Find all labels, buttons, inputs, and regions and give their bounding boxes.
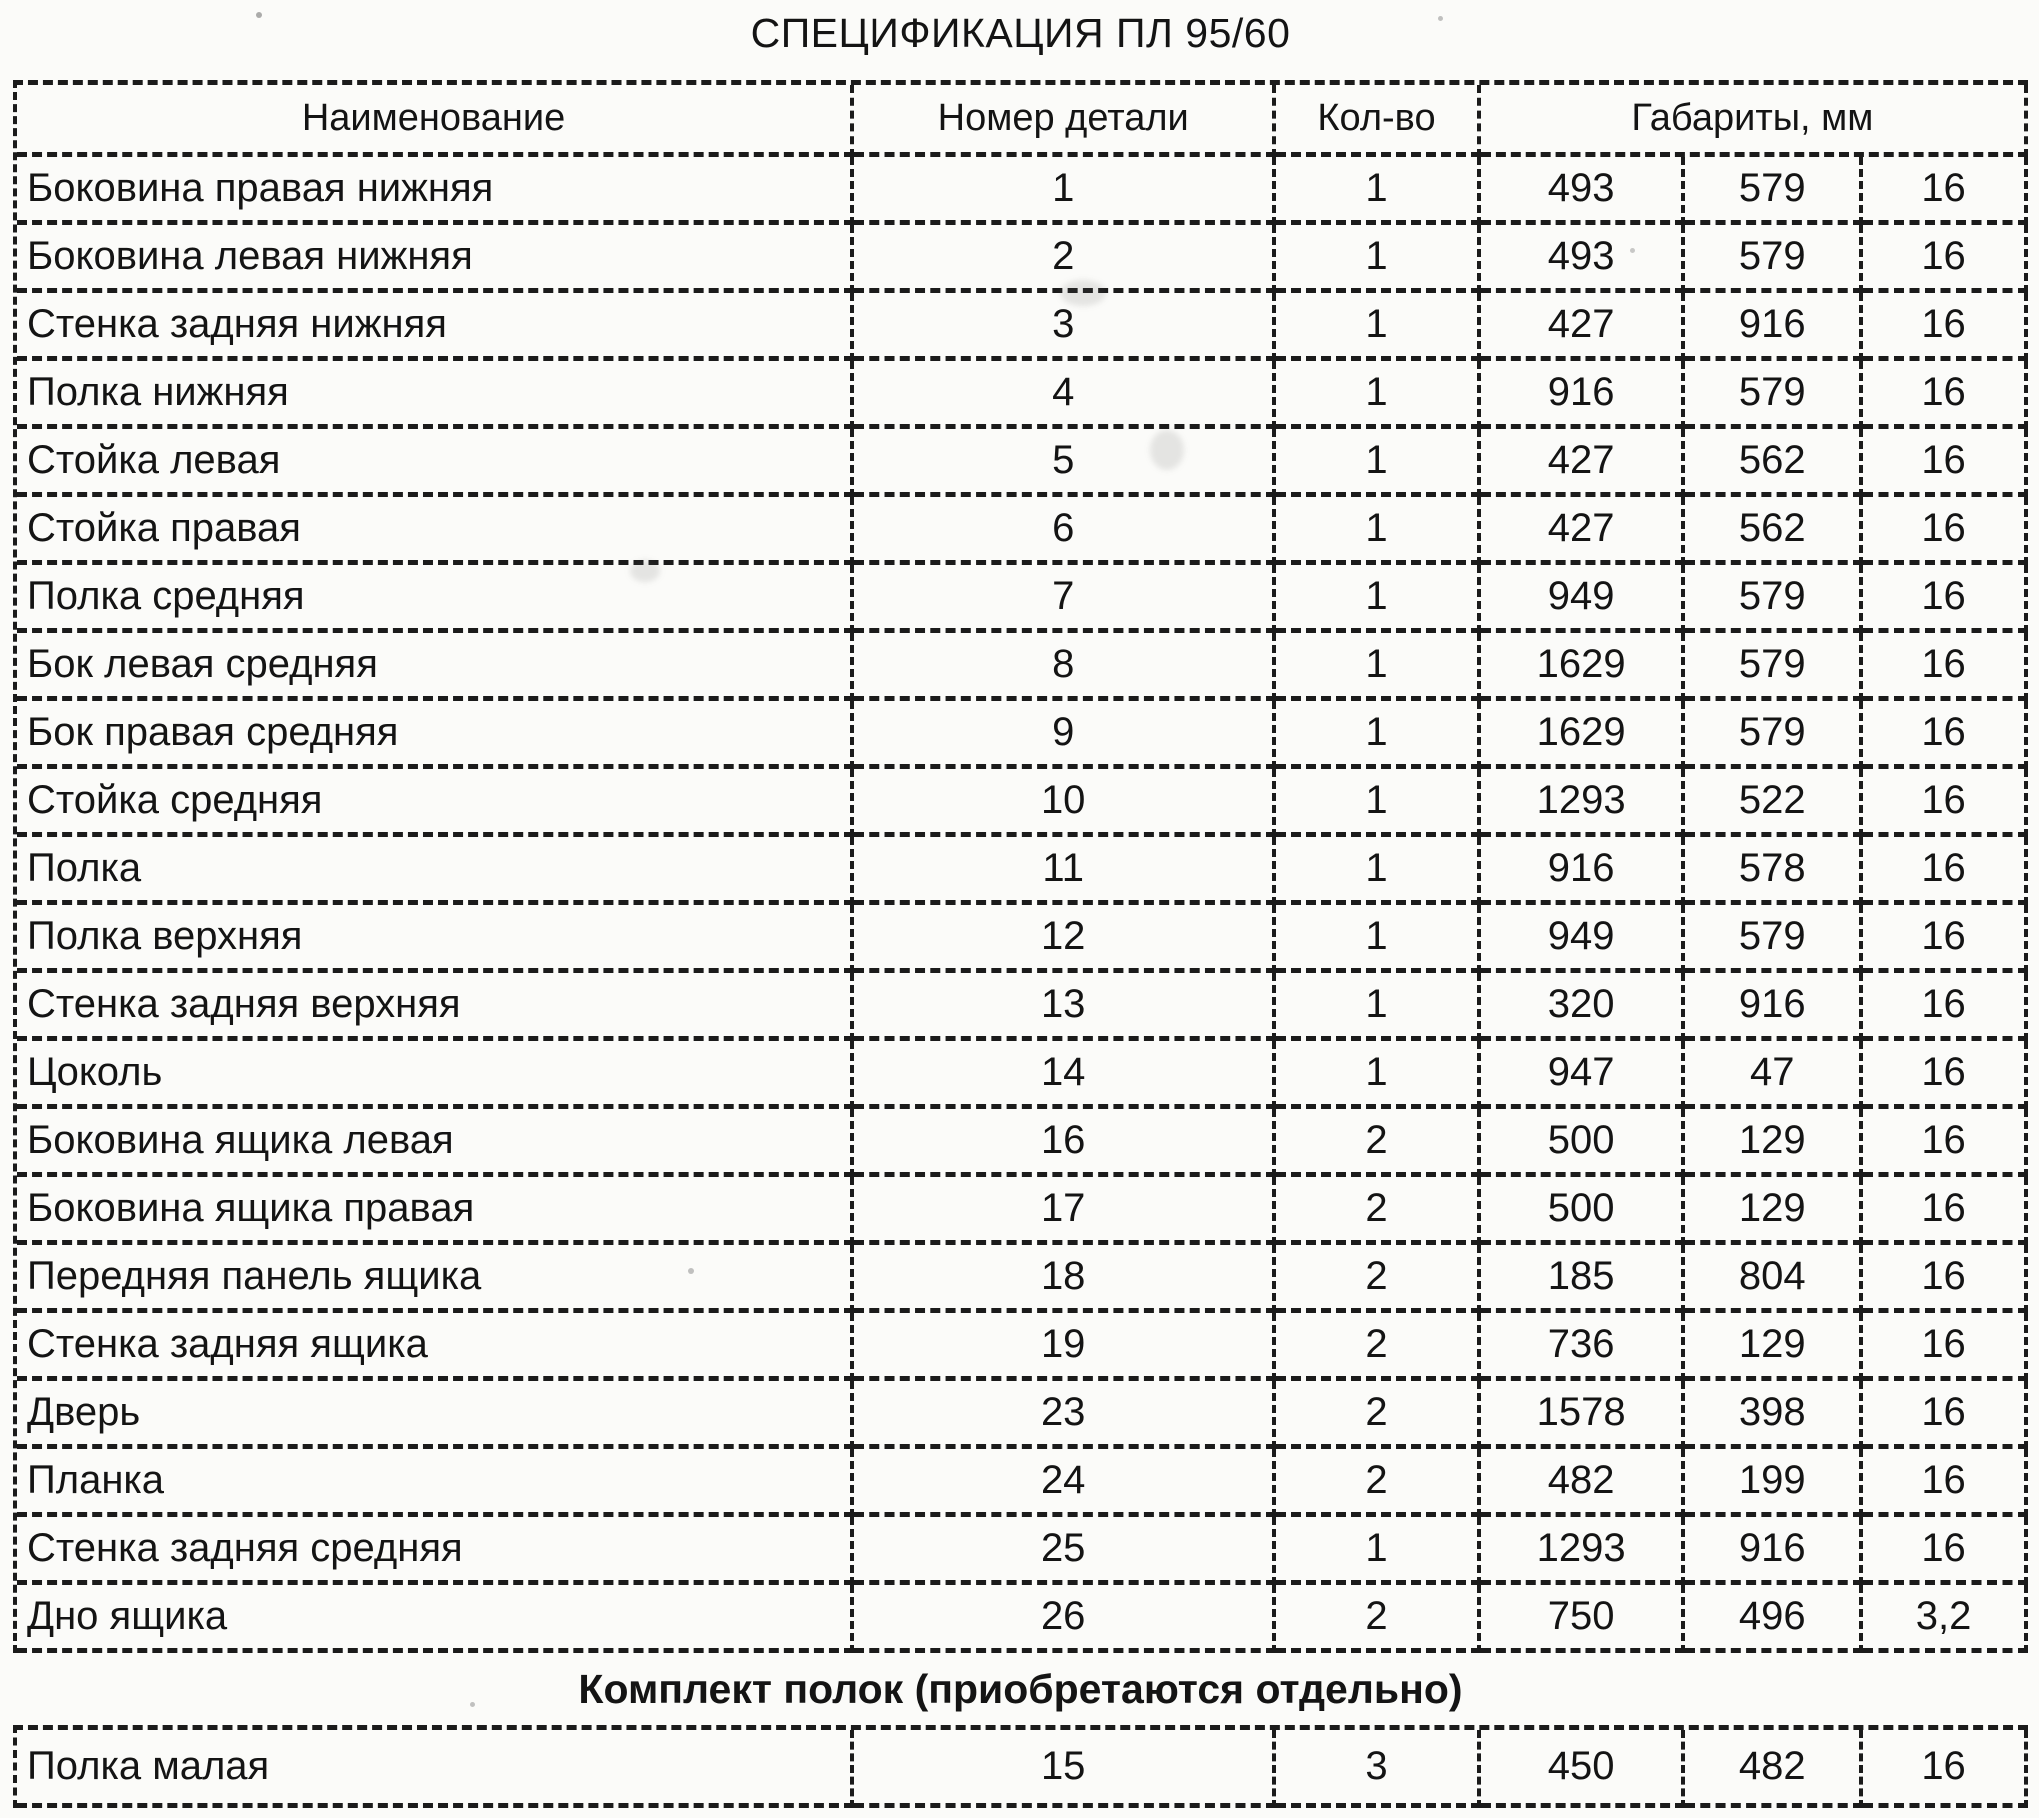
cell-part-number: 5 xyxy=(854,429,1276,497)
cell-dim-2: 916 xyxy=(1685,973,1863,1041)
cell-qty: 2 xyxy=(1276,1245,1481,1313)
cell-dim-1: 1293 xyxy=(1481,769,1686,837)
cell-name: Стенка задняя средняя xyxy=(17,1517,854,1585)
cell-dim-3: 16 xyxy=(1863,1449,2028,1517)
cell-dim-3: 16 xyxy=(1863,769,2028,837)
cell-qty: 2 xyxy=(1276,1585,1481,1653)
cell-name: Боковина левая нижняя xyxy=(17,225,854,293)
cell-dim-2: 129 xyxy=(1685,1177,1863,1245)
cell-part-number: 2 xyxy=(854,225,1276,293)
cell-dim-2: 578 xyxy=(1685,837,1863,905)
section-heading: Комплект полок (приобретаются отдельно) xyxy=(578,1665,1463,1712)
cell-dim-1: 947 xyxy=(1481,1041,1686,1109)
cell-qty: 1 xyxy=(1276,225,1481,293)
cell-part-number: 24 xyxy=(854,1449,1276,1517)
cell-dim-3: 16 xyxy=(1863,1245,2028,1313)
cell-dim-3: 16 xyxy=(1863,429,2028,497)
cell-name: Стенка задняя ящика xyxy=(17,1313,854,1381)
cell-dim-3: 16 xyxy=(1863,157,2028,225)
cell-dim-3: 16 xyxy=(1863,497,2028,565)
cell-dim-1: 1578 xyxy=(1481,1381,1686,1449)
cell-dim-3: 3,2 xyxy=(1863,1585,2028,1653)
cell-name: Полка xyxy=(17,837,854,905)
cell-name: Бок левая средняя xyxy=(17,633,854,701)
cell-name: Цоколь xyxy=(17,1041,854,1109)
cell-qty: 1 xyxy=(1276,157,1481,225)
cell-dim-2: 482 xyxy=(1685,1730,1863,1808)
cell-dim-1: 185 xyxy=(1481,1245,1686,1313)
cell-qty: 1 xyxy=(1276,1041,1481,1109)
cell-dim-2: 199 xyxy=(1685,1449,1863,1517)
cell-part-number: 10 xyxy=(854,769,1276,837)
cell-dim-2: 579 xyxy=(1685,225,1863,293)
cell-qty: 1 xyxy=(1276,701,1481,769)
cell-qty: 2 xyxy=(1276,1381,1481,1449)
cell-qty: 1 xyxy=(1276,905,1481,973)
spec-table xyxy=(13,80,2028,1653)
cell-dim-2: 916 xyxy=(1685,1517,1863,1585)
cell-dim-1: 450 xyxy=(1481,1730,1686,1808)
cell-name: Боковина ящика правая xyxy=(17,1177,854,1245)
cell-dim-1: 736 xyxy=(1481,1313,1686,1381)
cell-dim-1: 427 xyxy=(1481,293,1686,361)
cell-qty: 1 xyxy=(1276,973,1481,1041)
cell-qty: 1 xyxy=(1276,1517,1481,1585)
cell-name: Боковина правая нижняя xyxy=(17,157,854,225)
cell-dim-3: 16 xyxy=(1863,905,2028,973)
cell-dim-3: 16 xyxy=(1863,1381,2028,1449)
cell-name: Стойка левая xyxy=(17,429,854,497)
cell-name: Стойка правая xyxy=(17,497,854,565)
cell-dim-3: 16 xyxy=(1863,565,2028,633)
cell-qty: 2 xyxy=(1276,1177,1481,1245)
column-header-name: Наименование xyxy=(17,85,854,157)
cell-dim-3: 16 xyxy=(1863,361,2028,429)
cell-qty: 3 xyxy=(1276,1730,1481,1808)
cell-qty: 1 xyxy=(1276,565,1481,633)
cell-part-number: 9 xyxy=(854,701,1276,769)
cell-qty: 1 xyxy=(1276,429,1481,497)
cell-name: Планка xyxy=(17,1449,854,1517)
cell-qty: 1 xyxy=(1276,361,1481,429)
page-title: СПЕЦИФИКАЦИЯ ПЛ 95/60 xyxy=(750,10,1291,56)
cell-part-number: 17 xyxy=(854,1177,1276,1245)
cell-dim-1: 949 xyxy=(1481,905,1686,973)
cell-dim-3: 16 xyxy=(1863,1517,2028,1585)
cell-part-number: 6 xyxy=(854,497,1276,565)
cell-dim-2: 579 xyxy=(1685,701,1863,769)
column-header-qty: Кол-во xyxy=(1276,85,1481,157)
cell-dim-2: 129 xyxy=(1685,1313,1863,1381)
cell-dim-1: 949 xyxy=(1481,565,1686,633)
cell-dim-2: 804 xyxy=(1685,1245,1863,1313)
cell-dim-1: 500 xyxy=(1481,1177,1686,1245)
cell-part-number: 13 xyxy=(854,973,1276,1041)
cell-part-number: 14 xyxy=(854,1041,1276,1109)
cell-qty: 1 xyxy=(1276,769,1481,837)
cell-dim-2: 916 xyxy=(1685,293,1863,361)
cell-dim-3: 16 xyxy=(1863,293,2028,361)
cell-qty: 1 xyxy=(1276,837,1481,905)
cell-dim-3: 16 xyxy=(1863,225,2028,293)
cell-part-number: 7 xyxy=(854,565,1276,633)
cell-dim-2: 496 xyxy=(1685,1585,1863,1653)
cell-part-number: 23 xyxy=(854,1381,1276,1449)
cell-name: Стенка задняя верхняя xyxy=(17,973,854,1041)
cell-name: Передняя панель ящика xyxy=(17,1245,854,1313)
cell-dim-3: 16 xyxy=(1863,1041,2028,1109)
cell-dim-2: 579 xyxy=(1685,361,1863,429)
cell-name: Бок правая средняя xyxy=(17,701,854,769)
cell-dim-1: 493 xyxy=(1481,225,1686,293)
cell-part-number: 18 xyxy=(854,1245,1276,1313)
cell-part-number: 15 xyxy=(854,1730,1276,1808)
cell-name: Боковина ящика левая xyxy=(17,1109,854,1177)
cell-part-number: 12 xyxy=(854,905,1276,973)
extra-shelves-table xyxy=(13,1725,2028,1808)
cell-dim-1: 493 xyxy=(1481,157,1686,225)
cell-dim-1: 916 xyxy=(1481,837,1686,905)
cell-part-number: 3 xyxy=(854,293,1276,361)
cell-qty: 2 xyxy=(1276,1449,1481,1517)
cell-dim-2: 562 xyxy=(1685,497,1863,565)
cell-dim-1: 1629 xyxy=(1481,633,1686,701)
cell-dim-3: 16 xyxy=(1863,973,2028,1041)
cell-part-number: 4 xyxy=(854,361,1276,429)
cell-dim-3: 16 xyxy=(1863,1177,2028,1245)
cell-dim-1: 427 xyxy=(1481,429,1686,497)
cell-name: Полка средняя xyxy=(17,565,854,633)
cell-dim-2: 47 xyxy=(1685,1041,1863,1109)
cell-dim-2: 398 xyxy=(1685,1381,1863,1449)
cell-dim-1: 500 xyxy=(1481,1109,1686,1177)
cell-dim-1: 320 xyxy=(1481,973,1686,1041)
cell-part-number: 8 xyxy=(854,633,1276,701)
cell-dim-2: 562 xyxy=(1685,429,1863,497)
cell-dim-1: 916 xyxy=(1481,361,1686,429)
cell-part-number: 11 xyxy=(854,837,1276,905)
cell-name: Полка нижняя xyxy=(17,361,854,429)
cell-part-number: 19 xyxy=(854,1313,1276,1381)
cell-name: Стойка средняя xyxy=(17,769,854,837)
cell-dim-1: 750 xyxy=(1481,1585,1686,1653)
cell-dim-1: 427 xyxy=(1481,497,1686,565)
cell-dim-1: 1293 xyxy=(1481,1517,1686,1585)
cell-dim-1: 1629 xyxy=(1481,701,1686,769)
cell-name: Полка верхняя xyxy=(17,905,854,973)
cell-qty: 1 xyxy=(1276,633,1481,701)
cell-dim-2: 579 xyxy=(1685,633,1863,701)
cell-name: Стенка задняя нижняя xyxy=(17,293,854,361)
column-header-dimensions: Габариты, мм xyxy=(1481,85,2028,157)
cell-part-number: 16 xyxy=(854,1109,1276,1177)
cell-part-number: 26 xyxy=(854,1585,1276,1653)
cell-dim-1: 482 xyxy=(1481,1449,1686,1517)
cell-dim-3: 16 xyxy=(1863,837,2028,905)
cell-qty: 1 xyxy=(1276,497,1481,565)
cell-qty: 1 xyxy=(1276,293,1481,361)
column-header-part-number: Номер детали xyxy=(854,85,1276,157)
cell-dim-3: 16 xyxy=(1863,1730,2028,1808)
cell-part-number: 1 xyxy=(854,157,1276,225)
cell-dim-3: 16 xyxy=(1863,701,2028,769)
cell-qty: 2 xyxy=(1276,1313,1481,1381)
cell-dim-2: 522 xyxy=(1685,769,1863,837)
cell-dim-2: 579 xyxy=(1685,905,1863,973)
cell-dim-3: 16 xyxy=(1863,1313,2028,1381)
cell-name: Дверь xyxy=(17,1381,854,1449)
cell-name: Полка малая xyxy=(17,1730,854,1808)
cell-dim-3: 16 xyxy=(1863,1109,2028,1177)
cell-dim-2: 579 xyxy=(1685,157,1863,225)
cell-name: Дно ящика xyxy=(17,1585,854,1653)
cell-dim-2: 129 xyxy=(1685,1109,1863,1177)
cell-dim-3: 16 xyxy=(1863,633,2028,701)
cell-part-number: 25 xyxy=(854,1517,1276,1585)
cell-dim-2: 579 xyxy=(1685,565,1863,633)
cell-qty: 2 xyxy=(1276,1109,1481,1177)
